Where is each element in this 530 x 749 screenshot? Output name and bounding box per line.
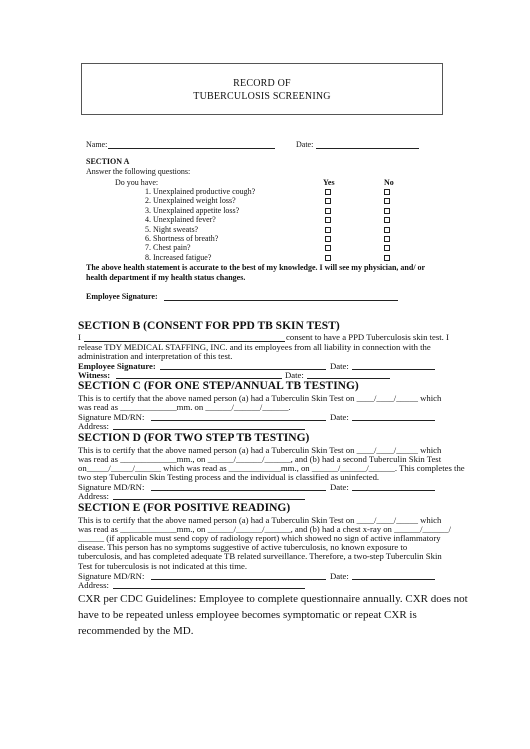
title-box <box>81 63 443 115</box>
section-b-line-1-suffix: consent to have a PPD Tuberculosis skin test. I <box>286 332 449 342</box>
question-label: 7. Chest pain? <box>145 243 191 253</box>
section-c-line-1: This is to certify that the above named person (a) had a Tuberculin Skin Test on ____/____/_____ which <box>78 393 442 403</box>
section-c-date-label: Date: <box>330 412 349 422</box>
no-checkbox[interactable] <box>384 255 390 261</box>
title-line-1: RECORD OF <box>233 78 291 89</box>
section-a-heading: SECTION A <box>86 157 130 166</box>
section-e-date-field[interactable] <box>352 571 435 580</box>
section-e-line-3: ______ (if applicable must send copy of radiology report) which showed no sign of active inflammatory <box>78 533 441 543</box>
health-statement-line-2: health department if my health status changes. <box>86 273 246 282</box>
no-checkbox[interactable] <box>384 236 390 242</box>
section-b-heading: SECTION B (CONSENT FOR PPD TB SKIN TEST) <box>78 320 340 332</box>
section-e-line-6: Test for tuberculosis is not indicated at this time. <box>78 561 248 571</box>
yes-checkbox[interactable] <box>325 189 331 195</box>
section-a-signature-field[interactable] <box>164 291 398 301</box>
yes-checkbox[interactable] <box>325 198 331 204</box>
yes-checkbox[interactable] <box>325 227 331 233</box>
no-checkbox[interactable] <box>384 198 390 204</box>
consent-name-field[interactable] <box>84 333 285 342</box>
witness-label: Witness: <box>78 370 111 380</box>
section-a-instruction: Answer the following questions: <box>86 167 191 176</box>
yes-checkbox[interactable] <box>325 208 331 214</box>
no-checkbox[interactable] <box>384 245 390 251</box>
title-line-2: TUBERCULOSIS SCREENING <box>193 91 331 102</box>
employee-signature-label: Employee Signature: <box>78 361 156 371</box>
date-label: Date: <box>296 140 314 149</box>
section-e-address-label: Address: <box>78 580 109 590</box>
section-d-address-label: Address: <box>78 491 109 501</box>
section-e-address-field[interactable] <box>113 580 305 589</box>
no-column-label: No <box>384 178 394 187</box>
section-c-date-field[interactable] <box>352 412 435 421</box>
question-label: 6. Shortness of breath? <box>145 234 219 243</box>
section-e-date-label: Date: <box>330 571 349 581</box>
cxr-line-1: CXR per CDC Guidelines: Employee to complete questionnaire annually. CXR does not <box>78 593 468 605</box>
section-d-signature-label: Signature MD/RN: <box>78 482 145 492</box>
cxr-line-3: recommended by the MD. <box>78 625 194 637</box>
question-label: 5. Night sweats? <box>145 224 199 234</box>
health-statement-line-1: The above health statement is accurate to the best of my knowledge. I will see my physician, and/ or <box>86 263 426 272</box>
section-d-line-1: This is to certify that the above named person (a) had a Tuberculin Skin Test on ____/____/_____ which <box>78 445 442 455</box>
question-label: 1. Unexplained productive cough? <box>145 187 256 196</box>
question-label: 4. Unexplained fever? <box>145 215 216 225</box>
section-e-line-2: was read as _____________mm., on ______/______/______, and (b) had a chest x-ray on ______/______/ <box>78 524 452 534</box>
yes-column-label: Yes <box>323 178 335 187</box>
section-b-line-2: release TDY MEDICAL STAFFING, INC. and its employees from all liability in connection with the <box>78 342 431 352</box>
section-d-signature-field[interactable] <box>151 482 326 491</box>
name-label: Name: <box>86 140 108 149</box>
witness-date-label: Date: <box>285 370 304 380</box>
no-checkbox[interactable] <box>384 189 390 195</box>
section-b-line-1-prefix: I <box>78 332 81 342</box>
section-e-heading: SECTION E (FOR POSITIVE READING) <box>78 502 291 514</box>
do-you-have-label: Do you have: <box>115 178 159 187</box>
question-label: 8. Increased fatigue? <box>145 252 212 262</box>
section-d-address-field[interactable] <box>113 491 305 500</box>
section-c-heading: SECTION C (FOR ONE STEP/ANNUAL TB TESTING) <box>78 380 359 392</box>
no-checkbox[interactable] <box>384 208 390 214</box>
section-a-signature-label: Employee Signature: <box>86 292 158 301</box>
section-d-line-2: was read as _____________mm., on ______/______/______, and (b) had a second Tuberculin Skin Test <box>78 454 442 464</box>
section-e-line-4: disease. This person has no symptoms suggestive of active tuberculosis, no known exposure to <box>78 542 408 552</box>
section-e-line-1: This is to certify that the above named person (a) had a Tuberculin Skin Test on ____/____/_____ which <box>78 515 442 525</box>
section-d-date-field[interactable] <box>352 482 435 491</box>
section-c-signature-field[interactable] <box>151 412 326 421</box>
yes-checkbox[interactable] <box>325 255 331 261</box>
section-b-line-3: administration and interpretation of this test. <box>78 351 233 361</box>
section-e-signature-label: Signature MD/RN: <box>78 571 145 581</box>
section-e-line-5: tuberculosis, and has completed adequate TB related surveillance. Therefore, a two-step Tuberculin Skin <box>78 551 442 561</box>
section-d-line-3: on_____/_____/______ which was read as ____________mm., on ______/______/______. This completes the <box>78 463 465 473</box>
section-c-address-label: Address: <box>78 421 109 431</box>
no-checkbox[interactable] <box>384 217 390 223</box>
section-c-line-2: was read as _____________mm. on ______/______/______. <box>78 402 291 412</box>
no-checkbox[interactable] <box>384 227 390 233</box>
section-c-signature-label: Signature MD/RN: <box>78 412 145 422</box>
date-field[interactable] <box>316 139 419 149</box>
cxr-line-2: have to be repeated unless employee becomes symptomatic or repeat CXR is <box>78 609 417 621</box>
section-d-line-4: two step Tuberculin Skin Testing process and the individual is classified as uninfected. <box>78 472 380 482</box>
section-c-address-field[interactable] <box>113 421 305 430</box>
section-d-date-label: Date: <box>330 482 349 492</box>
employee-date-label: Date: <box>330 361 349 371</box>
yes-checkbox[interactable] <box>325 236 331 242</box>
witness-date-field[interactable] <box>307 370 390 379</box>
section-e-signature-field[interactable] <box>151 571 326 580</box>
question-label: 2. Unexplained weight loss? <box>145 196 236 206</box>
name-field[interactable] <box>108 139 275 149</box>
section-d-heading: SECTION D (FOR TWO STEP TB TESTING) <box>78 432 310 444</box>
yes-checkbox[interactable] <box>325 245 331 251</box>
question-label: 3. Unexplained appetite loss? <box>145 205 240 215</box>
witness-field[interactable] <box>116 370 282 379</box>
yes-checkbox[interactable] <box>325 217 331 223</box>
employee-date-field[interactable] <box>352 361 435 370</box>
employee-signature-field[interactable] <box>160 361 326 370</box>
